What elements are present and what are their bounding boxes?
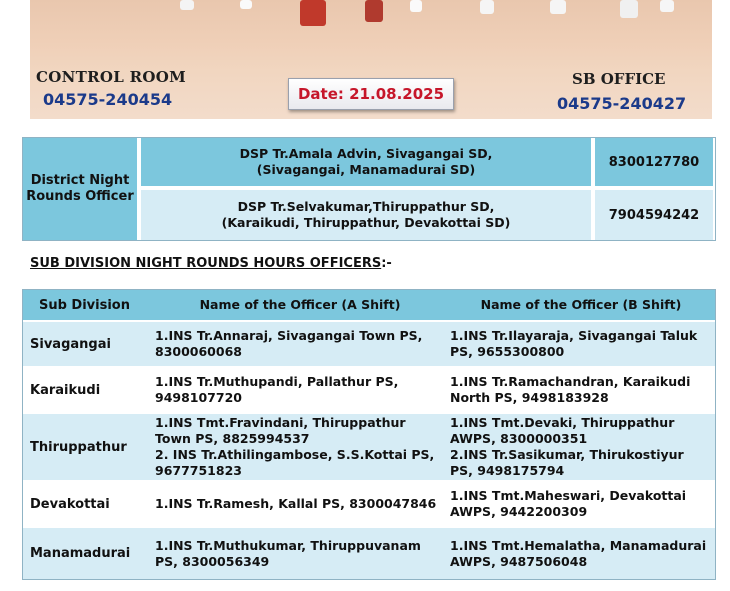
cell-line: 9498107720 — [155, 390, 242, 405]
a-shift-cell — [155, 322, 445, 366]
column-header: Name of the Officer (B Shift) — [480, 297, 682, 312]
district-officer-phone: 8300127780 — [595, 138, 713, 186]
parade-figure — [365, 0, 383, 22]
column-header: Name of the Officer (A Shift) — [199, 297, 401, 312]
a-shift-cell — [155, 528, 445, 579]
sub-division-table — [22, 289, 716, 580]
cell-line: PS, 9498175794 — [450, 463, 565, 478]
cell-line: 1.INS Tr.Ramachandran, Karaikudi — [450, 374, 691, 389]
district-night-rounds-table — [22, 137, 716, 241]
parade-figure — [180, 0, 194, 10]
table-row — [23, 368, 715, 412]
parade-figure — [300, 0, 326, 26]
sb-office-title: SB OFFICE — [572, 70, 666, 88]
officer-line: DSP Tr.Amala Advin, Sivagangai SD, — [239, 146, 493, 161]
cell-line: PS, 9655300800 — [450, 344, 565, 359]
cell-line: 1.INS Tr.Muthupandi, Pallathur PS, — [155, 374, 399, 389]
control-room-title: CONTROL ROOM — [36, 68, 186, 86]
parade-figure — [240, 0, 252, 9]
column-header: Sub Division — [38, 297, 130, 313]
cell-line: 1.INS Tmt.Hemalatha, Manamadurai — [450, 537, 707, 553]
table-header-row — [23, 290, 715, 320]
parade-figure — [550, 0, 566, 14]
district-officer-phone: 7904594242 — [595, 190, 713, 240]
cell-line: 1.INS Tmt.Devaki, Thiruppathur — [450, 415, 675, 430]
cell-line: 1.INS Tr.Ilayaraja, Sivagangai Taluk — [450, 328, 698, 343]
cell-line: 1.INS Tmt.Maheswari, Devakottai — [450, 488, 687, 503]
division-cell: Karaikudi — [30, 382, 101, 398]
cell-line: 1.INS Tr.Annaraj, Sivagangai Town PS, — [155, 328, 423, 343]
a-shift-cell — [155, 482, 445, 526]
district-officer-name — [141, 138, 591, 186]
division-cell: Manamadurai — [30, 546, 131, 561]
a-shift-cell — [155, 414, 445, 480]
parade-figure — [410, 0, 422, 12]
b-shift-cell — [450, 414, 712, 480]
section-heading-text: SUB DIVISION NIGHT ROUNDS HOURS OFFICERS — [30, 256, 382, 271]
division-cell: Thiruppathur — [30, 439, 127, 455]
cell-line: AWPS, 9442200309 — [450, 504, 588, 519]
table-row — [23, 414, 715, 480]
b-shift-cell — [450, 482, 712, 526]
division-cell: Devakottai — [30, 496, 110, 512]
table-row — [23, 482, 715, 526]
cell-line: Town PS, 8825994537 — [155, 431, 310, 446]
parade-figure — [660, 0, 674, 12]
cell-line: PS, 8300056349 — [155, 553, 270, 569]
b-shift-cell — [450, 528, 712, 579]
section-heading-suffix: :- — [381, 256, 392, 271]
district-night-rounds-label: District Night Rounds Officer — [23, 138, 137, 240]
cell-line: North PS, 9498183928 — [450, 390, 609, 405]
table-row — [23, 322, 715, 366]
officer-line: DSP Tr.Selvakumar,Thiruppathur SD, — [237, 199, 495, 214]
cell-line: AWPS, 8300000351 — [450, 431, 588, 446]
b-shift-cell — [450, 368, 712, 412]
sb-office-phone: 04575-240427 — [557, 94, 687, 113]
control-room-phone: 04575-240454 — [43, 90, 173, 109]
date-badge: Date: 21.08.2025 — [288, 78, 454, 110]
cell-line: 8300060068 — [155, 344, 242, 359]
table-row — [23, 528, 715, 579]
cell-line: AWPS, 9487506048 — [450, 553, 588, 569]
cell-line: 2.INS Tr.Sasikumar, Thirukostiyur — [450, 447, 684, 462]
division-cell: Sivagangai — [30, 336, 111, 352]
section-heading — [30, 256, 392, 271]
parade-figure — [480, 0, 494, 14]
a-shift-cell — [155, 368, 445, 412]
parade-figure — [620, 0, 638, 18]
officer-line: (Sivagangai, Manamadurai SD) — [256, 162, 476, 177]
cell-line: 1.INS Tr.Ramesh, Kallal PS, 8300047846 — [155, 496, 437, 511]
cell-line: 1.INS Tr.Muthukumar, Thiruppuvanam — [155, 537, 421, 553]
district-officer-name — [141, 190, 591, 240]
officer-line: (Karaikudi, Thiruppathur, Devakottai SD) — [221, 215, 511, 230]
b-shift-cell — [450, 322, 712, 366]
cell-line: 2. INS Tr.Athilingambose, S.S.Kottai PS, — [155, 447, 435, 462]
cell-line: 9677751823 — [155, 463, 242, 478]
cell-line: 1.INS Tmt.Fravindani, Thiruppathur — [155, 415, 406, 430]
